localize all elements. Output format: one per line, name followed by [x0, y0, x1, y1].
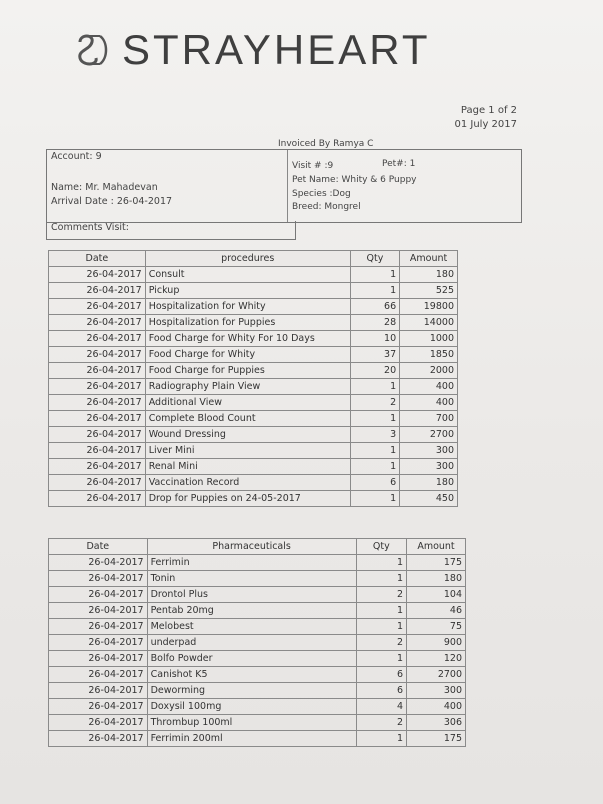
- visit-details: [287, 150, 522, 222]
- cell-date: 26-04-2017: [49, 427, 146, 443]
- cell-date: 26-04-2017: [49, 667, 148, 683]
- cell-name: Pickup: [145, 283, 350, 299]
- cell-date: 26-04-2017: [49, 459, 146, 475]
- table-row: [49, 603, 466, 619]
- cell-name: Hospitalization for Whity: [145, 299, 350, 315]
- cell-date: 26-04-2017: [49, 715, 148, 731]
- table-row: [49, 683, 466, 699]
- cell-date: 26-04-2017: [49, 619, 148, 635]
- cell-amount: 19800: [400, 299, 458, 315]
- cell-qty: 1: [356, 555, 406, 571]
- table-row: [49, 651, 466, 667]
- cell-qty: 1: [350, 491, 399, 507]
- customer-name: Name: Mr. Mahadevan: [51, 182, 158, 193]
- col-qty: Qty: [356, 539, 406, 555]
- table-row: [49, 459, 458, 475]
- table-row: [49, 427, 458, 443]
- cell-amount: 700: [400, 411, 458, 427]
- cell-name: Doxysil 100mg: [147, 699, 356, 715]
- cell-date: 26-04-2017: [49, 283, 146, 299]
- cell-name: Ferrimin 200ml: [147, 731, 356, 747]
- cell-name: underpad: [147, 635, 356, 651]
- cell-qty: 4: [356, 699, 406, 715]
- cell-name: Consult: [145, 267, 350, 283]
- comments-label: Comments Visit:: [51, 222, 129, 233]
- cell-qty: 1: [350, 411, 399, 427]
- cell-amount: 2700: [407, 667, 466, 683]
- col-qty: Qty: [350, 251, 399, 267]
- cell-amount: 1850: [400, 347, 458, 363]
- table-row: [49, 731, 466, 747]
- cell-qty: 1: [350, 283, 399, 299]
- cell-qty: 37: [350, 347, 399, 363]
- cell-qty: 1: [350, 459, 399, 475]
- cell-date: 26-04-2017: [49, 635, 148, 651]
- cell-amount: 300: [400, 459, 458, 475]
- cell-amount: 75: [407, 619, 466, 635]
- cell-date: 26-04-2017: [49, 555, 148, 571]
- cell-name: Hospitalization for Puppies: [145, 315, 350, 331]
- cell-date: 26-04-2017: [49, 395, 146, 411]
- cell-amount: 175: [407, 555, 466, 571]
- cell-name: Deworming: [147, 683, 356, 699]
- cell-date: 26-04-2017: [49, 699, 148, 715]
- cell-name: Drontol Plus: [147, 587, 356, 603]
- table-row: [49, 299, 458, 315]
- table-row: [49, 715, 466, 731]
- col-procedures: procedures: [145, 251, 350, 267]
- table-row: [49, 571, 466, 587]
- cell-date: 26-04-2017: [49, 299, 146, 315]
- cell-amount: 400: [400, 395, 458, 411]
- cell-name: Tonin: [147, 571, 356, 587]
- pet-number: Pet#: 1: [382, 159, 416, 169]
- cell-qty: 1: [350, 379, 399, 395]
- cell-qty: 1: [350, 443, 399, 459]
- table-row: [49, 315, 458, 331]
- cell-amount: 46: [407, 603, 466, 619]
- cell-qty: 1: [350, 267, 399, 283]
- cell-name: Radiography Plain View: [145, 379, 350, 395]
- strayheart-monogram-icon: [70, 28, 114, 72]
- cell-name: Canishot K5: [147, 667, 356, 683]
- procedures-table: [48, 250, 458, 507]
- cell-qty: 10: [350, 331, 399, 347]
- pet-breed: Breed: Mongrel: [292, 202, 361, 212]
- table-row: [49, 379, 458, 395]
- cell-qty: 1: [356, 651, 406, 667]
- cell-date: 26-04-2017: [49, 411, 146, 427]
- table-row: [49, 555, 466, 571]
- cell-name: Additional View: [145, 395, 350, 411]
- cell-amount: 2700: [400, 427, 458, 443]
- col-date: Date: [49, 539, 148, 555]
- cell-date: 26-04-2017: [49, 587, 148, 603]
- table-row: [49, 283, 458, 299]
- pharmaceuticals-table: [48, 538, 466, 747]
- table-row: [49, 475, 458, 491]
- table-row: [49, 443, 458, 459]
- cell-qty: 1: [356, 731, 406, 747]
- cell-name: Liver Mini: [145, 443, 350, 459]
- cell-date: 26-04-2017: [49, 267, 146, 283]
- cell-name: Food Charge for Puppies: [145, 363, 350, 379]
- cell-qty: 2: [356, 715, 406, 731]
- table-row: [49, 587, 466, 603]
- cell-name: Drop for Puppies on 24-05-2017: [145, 491, 350, 507]
- cell-name: Food Charge for Whity For 10 Days: [145, 331, 350, 347]
- cell-amount: 175: [407, 731, 466, 747]
- table-row: [49, 667, 466, 683]
- cell-amount: 300: [407, 683, 466, 699]
- cell-date: 26-04-2017: [49, 363, 146, 379]
- account-details: [47, 150, 287, 222]
- table-row: [49, 347, 458, 363]
- invoiced-by: Invoiced By Ramya C: [278, 139, 374, 149]
- table-header-row: [49, 539, 466, 555]
- cell-date: 26-04-2017: [49, 603, 148, 619]
- cell-amount: 1000: [400, 331, 458, 347]
- cell-amount: 180: [400, 267, 458, 283]
- cell-date: 26-04-2017: [49, 491, 146, 507]
- col-amount: Amount: [407, 539, 466, 555]
- table-header-row: [49, 251, 458, 267]
- cell-date: 26-04-2017: [49, 651, 148, 667]
- cell-date: 26-04-2017: [49, 475, 146, 491]
- cell-date: 26-04-2017: [49, 683, 148, 699]
- cell-date: 26-04-2017: [49, 571, 148, 587]
- cell-amount: 450: [400, 491, 458, 507]
- cell-amount: 120: [407, 651, 466, 667]
- cell-amount: 180: [400, 475, 458, 491]
- cell-amount: 14000: [400, 315, 458, 331]
- cell-qty: 20: [350, 363, 399, 379]
- cell-qty: 2: [356, 587, 406, 603]
- cell-amount: 525: [400, 283, 458, 299]
- table-row: [49, 331, 458, 347]
- col-amount: Amount: [400, 251, 458, 267]
- cell-date: 26-04-2017: [49, 379, 146, 395]
- cell-name: Vaccination Record: [145, 475, 350, 491]
- cell-qty: 6: [356, 683, 406, 699]
- cell-name: Melobest: [147, 619, 356, 635]
- pet-species: Species :Dog: [292, 189, 351, 199]
- visit-number: Visit # :9: [292, 161, 334, 171]
- table-row: [49, 699, 466, 715]
- cell-date: 26-04-2017: [49, 315, 146, 331]
- cell-amount: 900: [407, 635, 466, 651]
- table-row: [49, 411, 458, 427]
- col-pharmaceuticals: Pharmaceuticals: [147, 539, 356, 555]
- comments-box: [46, 221, 296, 240]
- cell-name: Food Charge for Whity: [145, 347, 350, 363]
- cell-amount: 104: [407, 587, 466, 603]
- cell-name: Renal Mini: [145, 459, 350, 475]
- table-row: [49, 363, 458, 379]
- cell-name: Thrombup 100ml: [147, 715, 356, 731]
- table-row: [49, 635, 466, 651]
- cell-qty: 1: [356, 619, 406, 635]
- pharmaceuticals-rows: [49, 555, 466, 747]
- arrival-date: Arrival Date : 26-04-2017: [51, 196, 173, 207]
- pet-name: Pet Name: Whity & 6 Puppy: [292, 175, 417, 185]
- brand-logo: [70, 28, 431, 72]
- cell-amount: 400: [400, 379, 458, 395]
- cell-qty: 3: [350, 427, 399, 443]
- procedures-rows: [49, 267, 458, 507]
- table-row: [49, 491, 458, 507]
- cell-name: Complete Blood Count: [145, 411, 350, 427]
- cell-qty: 1: [356, 571, 406, 587]
- page-number: Page 1 of 2: [460, 105, 517, 116]
- cell-name: Ferrimin: [147, 555, 356, 571]
- cell-qty: 66: [350, 299, 399, 315]
- cell-amount: 306: [407, 715, 466, 731]
- cell-qty: 6: [350, 475, 399, 491]
- cell-amount: 300: [400, 443, 458, 459]
- invoice-date: 01 July 2017: [454, 119, 517, 130]
- cell-qty: 2: [356, 635, 406, 651]
- page-info: [454, 104, 517, 132]
- cell-date: 26-04-2017: [49, 331, 146, 347]
- col-date: Date: [49, 251, 146, 267]
- cell-amount: 400: [407, 699, 466, 715]
- cell-name: Bolfo Powder: [147, 651, 356, 667]
- cell-amount: 180: [407, 571, 466, 587]
- cell-qty: 1: [356, 603, 406, 619]
- cell-date: 26-04-2017: [49, 347, 146, 363]
- cell-name: Wound Dressing: [145, 427, 350, 443]
- brand-name: STRAYHEART: [122, 26, 431, 73]
- table-row: [49, 395, 458, 411]
- table-row: [49, 619, 466, 635]
- table-row: [49, 267, 458, 283]
- cell-date: 26-04-2017: [49, 443, 146, 459]
- cell-qty: 6: [356, 667, 406, 683]
- cell-qty: 28: [350, 315, 399, 331]
- account-info-box: [46, 149, 522, 223]
- account-number: Account: 9: [51, 151, 102, 162]
- cell-qty: 2: [350, 395, 399, 411]
- cell-amount: 2000: [400, 363, 458, 379]
- cell-date: 26-04-2017: [49, 731, 148, 747]
- cell-name: Pentab 20mg: [147, 603, 356, 619]
